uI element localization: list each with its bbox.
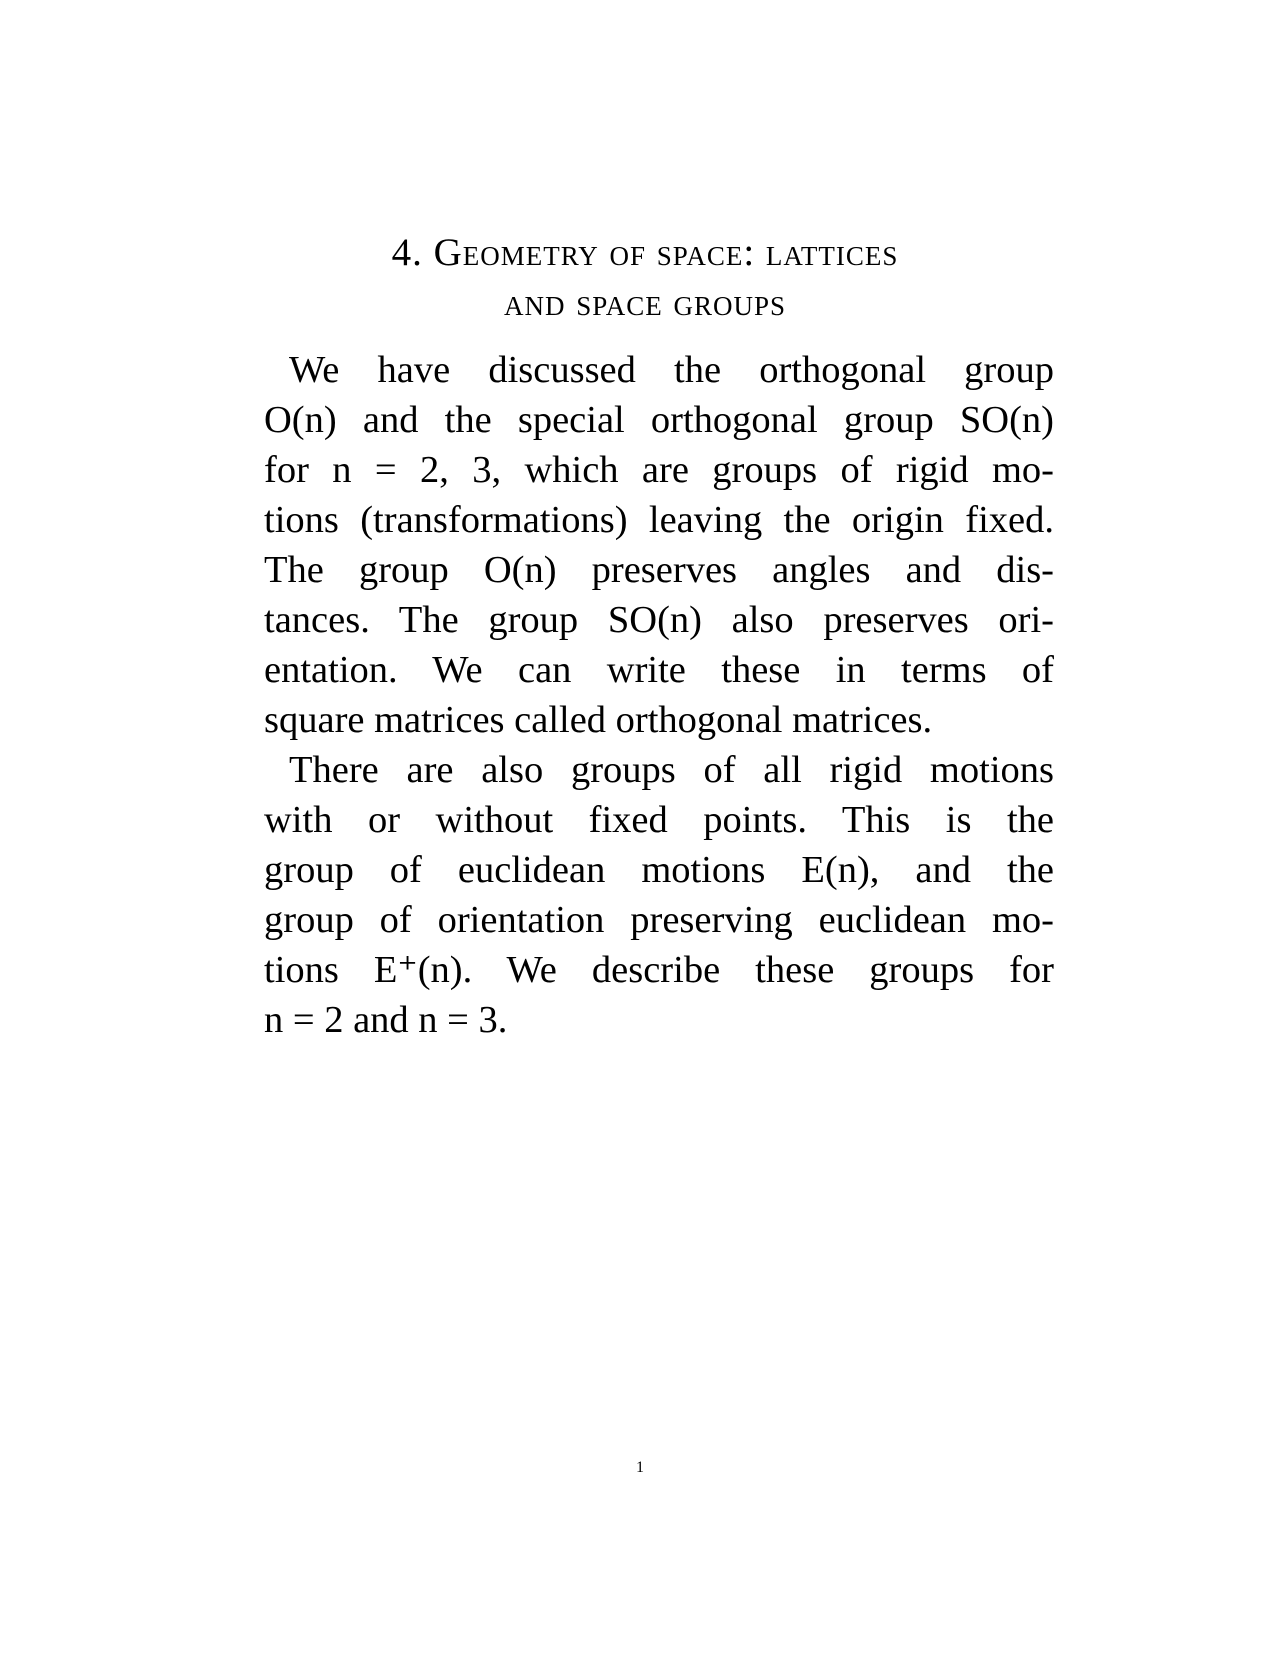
heading-line-1: 4. Geometry of space: lattices: [391, 231, 899, 274]
text-line: The group O(n) preserves angles and dis-: [264, 549, 1054, 591]
text-line: We have discussed the orthogonal group: [289, 349, 1054, 391]
text-line: tions (transformations) leaving the origin fixed.: [264, 499, 1054, 541]
text-line: with or without fixed points. This is the: [264, 799, 1054, 841]
paragraph-2: [264, 745, 1054, 1045]
text-line: n = 2 and n = 3.: [264, 999, 508, 1041]
heading-line-2: and space groups: [503, 281, 787, 324]
text-line: O(n) and the special orthogonal group SO(n): [264, 399, 1054, 441]
page-number: 1: [636, 1459, 644, 1476]
text-line: group of euclidean motions E(n), and the: [264, 849, 1054, 891]
text-line: square matrices called orthogonal matrices.: [264, 699, 933, 741]
body-text: [264, 345, 1054, 1045]
text-line: for n = 2, 3, which are groups of rigid mo-: [264, 449, 1054, 491]
text-line: entation. We can write these in terms of: [264, 649, 1054, 691]
text-line: group of orientation preserving euclidean mo-: [264, 899, 1054, 941]
paragraph-1: [264, 345, 1054, 745]
text-line: tions E⁺(n). We describe these groups for: [264, 949, 1054, 991]
section-heading: [260, 228, 1030, 328]
text-line: tances. The group SO(n) also preserves ori-: [264, 599, 1054, 641]
text-line: There are also groups of all rigid motions: [289, 749, 1054, 791]
